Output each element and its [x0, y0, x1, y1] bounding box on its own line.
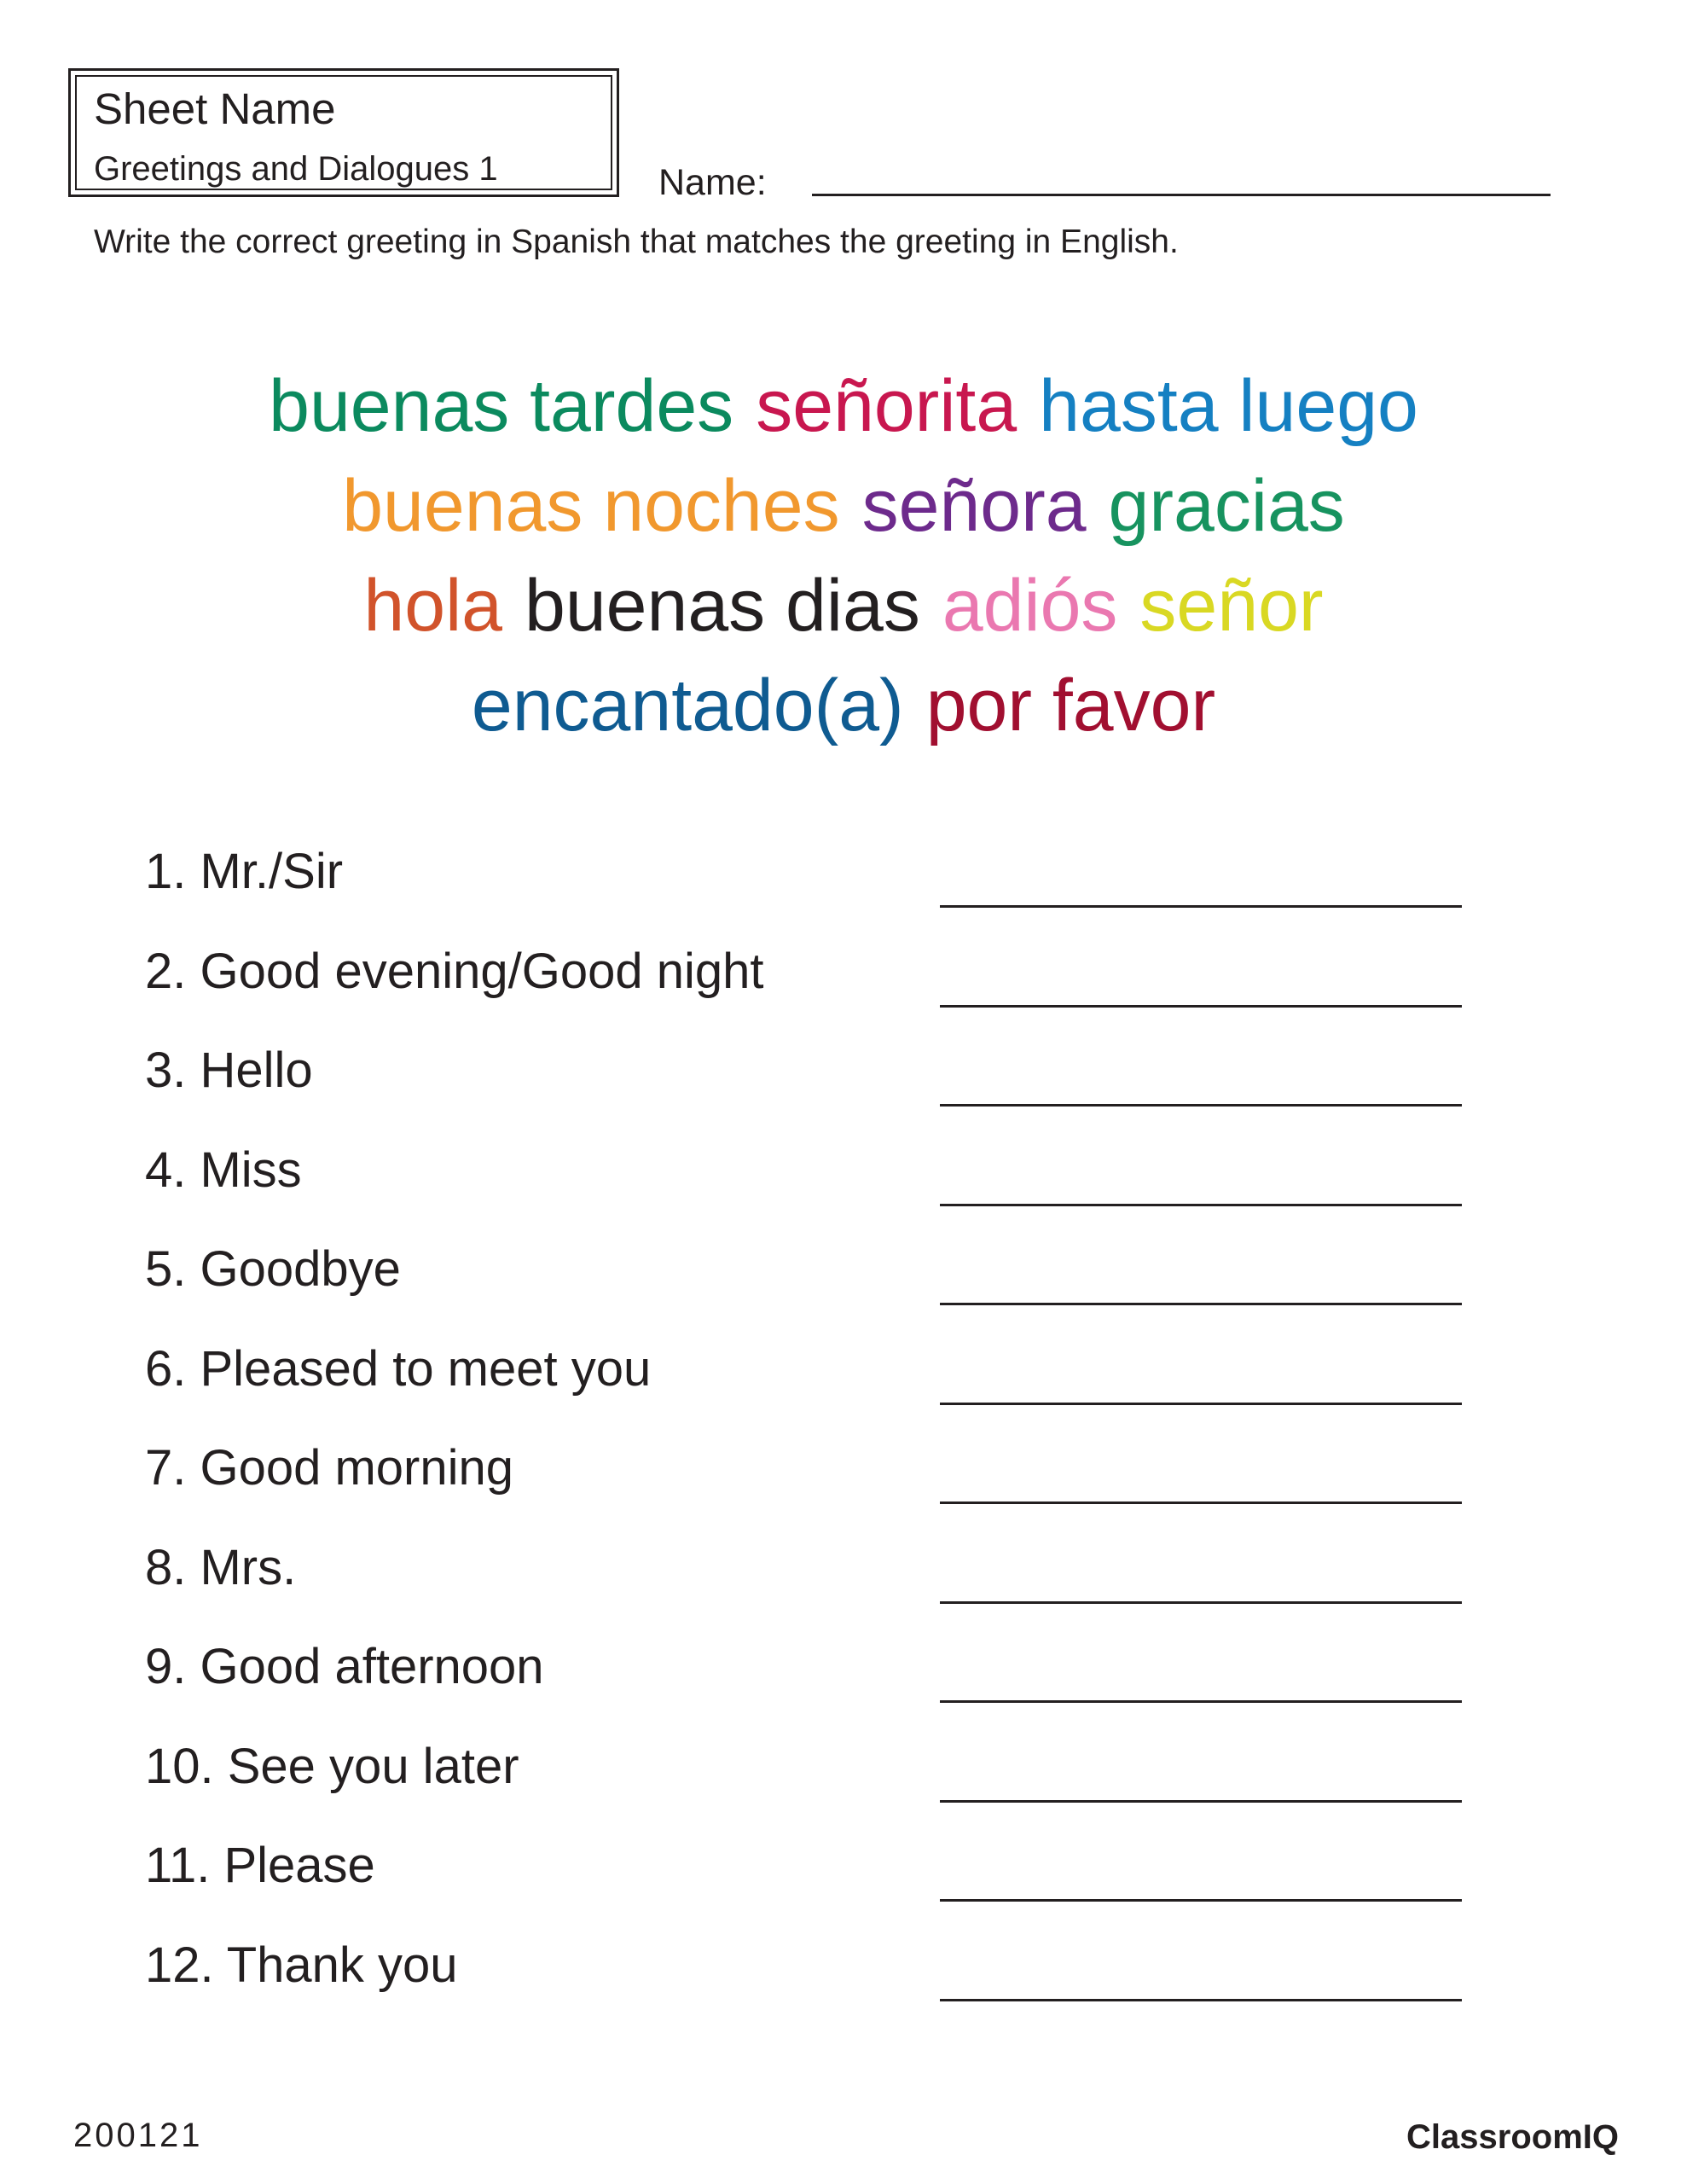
question-item	[145, 840, 1475, 940]
question-text: 7. Good morning	[145, 1440, 514, 1496]
word-bank-word: hasta luego	[1039, 365, 1418, 447]
question-text: 12. Thank you	[145, 1937, 458, 1993]
question-item	[145, 1934, 1475, 2034]
word-bank-word: señorita	[756, 365, 1017, 447]
question-item	[145, 1735, 1475, 1835]
question-item	[145, 1437, 1475, 1536]
instructions: Write the correct greeting in Spanish that matches the greeting in English.	[94, 224, 1179, 260]
sheet-code: 200121	[73, 2117, 203, 2154]
brand-logo-text: ClassroomIQ	[1406, 2118, 1619, 2156]
word-bank-row	[0, 456, 1687, 556]
question-item	[145, 1536, 1475, 1636]
sheet-label: Sheet Name	[94, 84, 336, 133]
sheet-title: Greetings and Dialogues 1	[94, 150, 498, 188]
question-item	[145, 1338, 1475, 1438]
word-bank-word: buenas tardes	[269, 365, 734, 447]
answer-blank-line[interactable]	[940, 1005, 1462, 1008]
question-item	[145, 1635, 1475, 1735]
name-field-line[interactable]	[812, 194, 1551, 196]
word-bank-word: gracias	[1108, 465, 1345, 547]
question-item	[145, 1039, 1475, 1139]
question-text: 2. Good evening/Good night	[145, 943, 764, 999]
question-text: 8. Mrs.	[145, 1539, 297, 1595]
question-text: 10. See you later	[145, 1738, 519, 1794]
answer-blank-line[interactable]	[940, 1800, 1462, 1803]
question-text: 1. Mr./Sir	[145, 844, 344, 899]
word-bank-word: encantado(a)	[471, 665, 904, 746]
sheet-name-box	[68, 68, 619, 197]
name-label: Name:	[658, 162, 767, 203]
question-list	[145, 840, 1475, 2033]
question-text: 11. Please	[145, 1838, 375, 1893]
question-text: 6. Pleased to meet you	[145, 1340, 652, 1397]
word-bank	[0, 357, 1687, 756]
word-bank-word: adiós	[942, 565, 1118, 647]
answer-blank-line[interactable]	[940, 1601, 1462, 1604]
question-text: 3. Hello	[145, 1043, 313, 1098]
answer-blank-line[interactable]	[940, 1204, 1462, 1206]
question-item	[145, 940, 1475, 1040]
answer-blank-line[interactable]	[940, 1303, 1462, 1305]
question-item	[145, 1238, 1475, 1338]
answer-blank-line[interactable]	[940, 1700, 1462, 1703]
word-bank-word: buenas dias	[525, 565, 920, 647]
word-bank-row	[0, 556, 1687, 656]
question-item	[145, 1139, 1475, 1239]
answer-blank-line[interactable]	[940, 1899, 1462, 1902]
answer-blank-line[interactable]	[940, 905, 1462, 908]
sheet-name-box-inner	[75, 75, 612, 190]
word-bank-word: señora	[861, 465, 1087, 547]
answer-blank-line[interactable]	[940, 1999, 1462, 2001]
answer-blank-line[interactable]	[940, 1104, 1462, 1107]
answer-blank-line[interactable]	[940, 1502, 1462, 1504]
word-bank-row	[0, 357, 1687, 456]
word-bank-word: buenas noches	[342, 465, 840, 547]
word-bank-word: por favor	[925, 665, 1216, 746]
word-bank-word: hola	[363, 565, 503, 647]
word-bank-row	[0, 656, 1687, 756]
question-text: 4. Miss	[145, 1141, 302, 1198]
question-item	[145, 1834, 1475, 1934]
word-bank-word: señor	[1139, 565, 1324, 647]
answer-blank-line[interactable]	[940, 1403, 1462, 1405]
question-text: 5. Goodbye	[145, 1241, 401, 1297]
question-text: 9. Good afternoon	[145, 1639, 544, 1694]
